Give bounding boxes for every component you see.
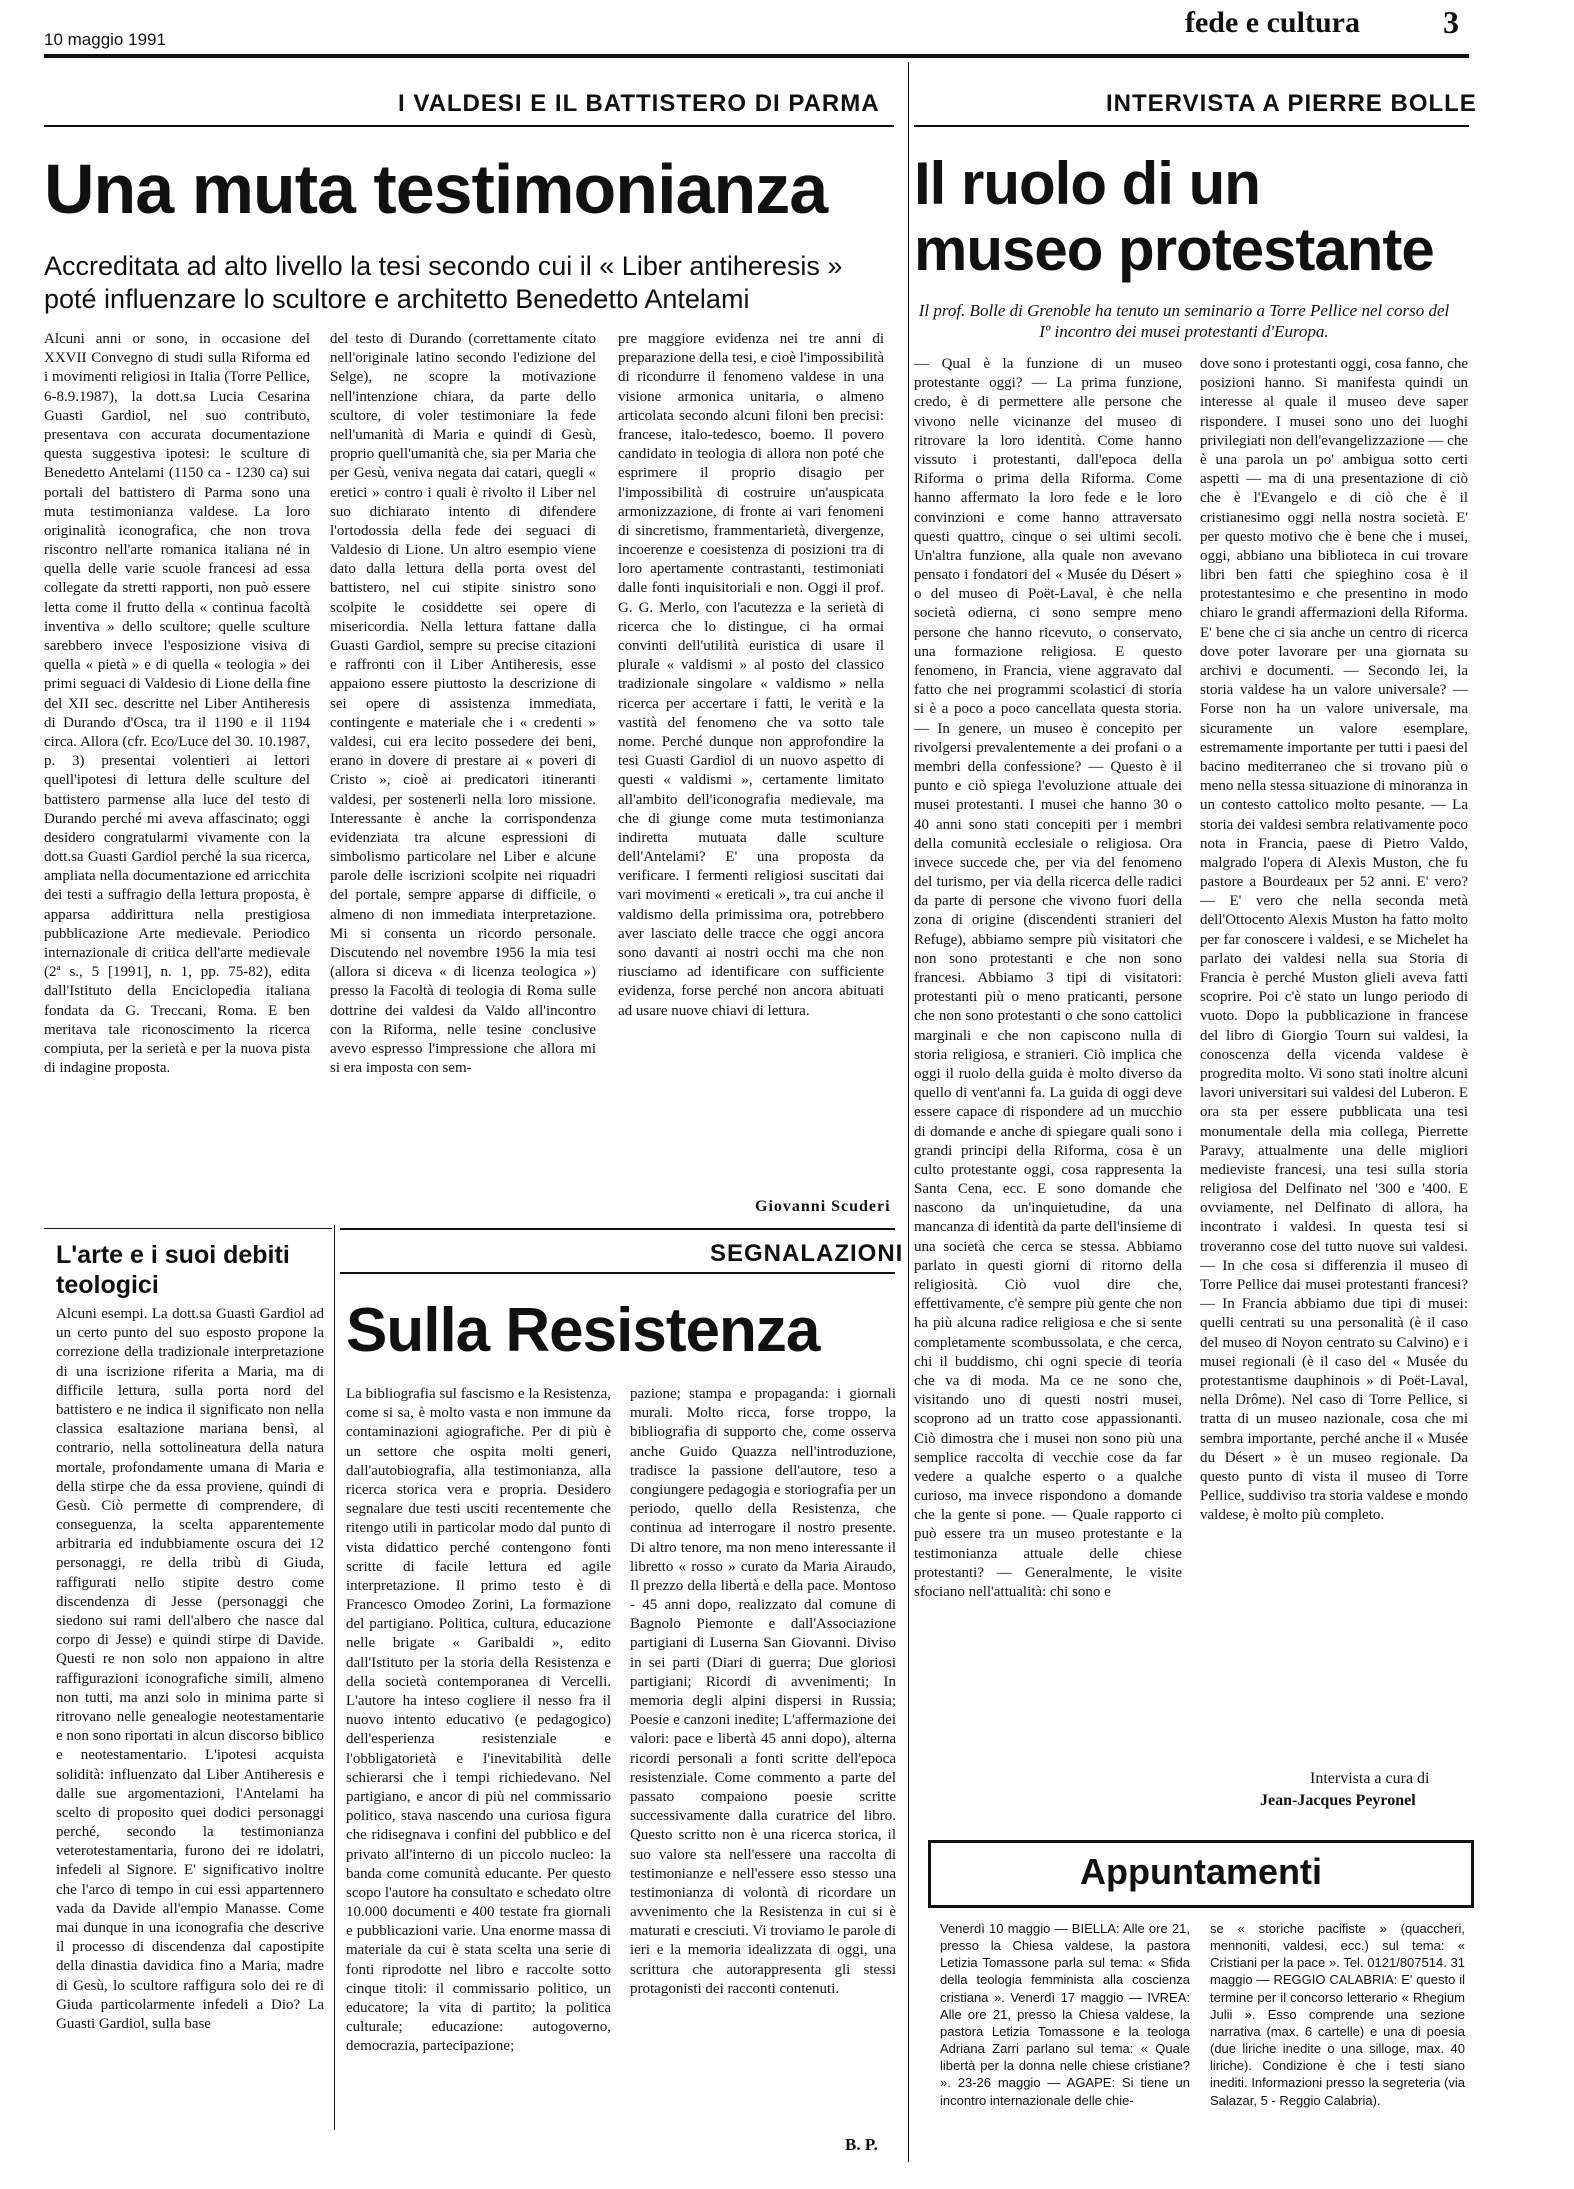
- resistenza-col1: La bibliografia sul fascismo e la Resistenza, come si sa, è molto vasta e non immune da contaminazioni agiografiche. Per di più è un settore che ospita molti generi, dall'autobiografia, alla testimonianza, alla ricerca storica vera e propria. Desidero segnalare due testi usciti recentemente che ritengo utili in particolar modo dal punto di vista didattico perché contengono fonti scritte di facile lettura ed agile interpretazione. Il primo testo è di Francesco Omodeo Zorini, La formazione del partigiano. Politica, cultura, educazione nelle brigate « Garibaldi », edito dall'Istituto per la storia della Resistenza e della società contemporanea di Vercelli. L'autore ha inteso cogliere il nesso fra il nuovo intento educativo (e pedagogico) dell'esperienza resistenziale e l'obbligatorietà e l'inevitabilità delle schierarsi che i tempi richiedevano. Nel partigiano, e ancor di più nel commissario politico, stava nascendo una curiosa figura che ridisegnava i confini del pubblico e del privato all'interno di un piccolo nucleo: la banda come comunità educante. Per questo scopo l'autore ha consultato e schedato oltre 10.000 documenti e 400 testate fra giornali e pubblicazioni varie. Una enorme massa di materiale da cui è stata scelta una serie di fonti riprodotte nel libro e raccolte sotto cinque titoli: il commissario politico, un educatore; la vita di partito; la politica culturale; educazione: autogoverno, democrazia, partecipazione;: [346, 1386, 611, 2055]
- left-box-text: Alcuni esempi. La dott.sa Guasti Gardiol ad un certo punto del suo esposto propone la correzione della tradizionale interpretazione di una iscrizione riferita a Maria, ma di difficile lettura, sulla porta nord del battistero e ne indica il significato non nella classica esaltazione mariana bensì, al contrario, nella sottolineatura della natura mortale, profondamente umana di Maria e della stirpe che da essa proviene, quindi di Gesù. Ciò permette di comprendere, di conseguenza, la scelta apparentemente arbitraria ed indubbiamente oscura dei 12 personaggi, re della tribù di Giuda, raffigurati nello stipite destro come discendenza di Jesse (personaggi che siedono sui rami dell'albero che nasce dal corpo di Jesse) e quindi stirpe di Davide. Questi re non solo non appaiono in altre raffigurazioni iconografiche simili, almeno non tutti, ma anzi solo in minima parte si ritrovano nelle genealogie neotestamentarie e non sono riportati in alcun discorso biblico e neotestamentario. L'ipotesi acquista solidità: influenzato dal Liber Antiheresis e dalle sue argomentazioni, l'Antelami ha scelto di proposito quei dodici personaggi perché, secondo la testimonianza veterotestamentaria, furono dei re idolatri, infedeli al Signore. E' significativo inoltre che l'arco di tempo in cui essi appartennero vada da Davide all'empio Manasse. Come mai dunque in una iconografia che descrive il processo di discendenza dal capostipite della dinastia davidica fino a Maria, madre di Gesù, lo scultore raffigura solo dei re di Giuda particolarmente infedeli a Dio? La Guasti Gardiol, sulla base: [56, 1306, 324, 2032]
- resistenza-col2: pazione; stampa e propaganda: i giornali murali. Molto ricca, forse troppo, la bibliografia di supporto che, come osserva anche Guido Quazza nell'introduzione, tradisce la passione dell'autore, teso a congiungere pedagogia e storiografia per un periodo, quello della Resistenza, che continua ad interrogare il nostro presente. Di altro tenore, ma non meno interessante il libretto « rosso » curato da Maria Airaudo, Il prezzo della libertà e della pace. Montoso - 45 anni dopo, realizzato dal comune di Bagnolo Piemonte e dall'Associazione partigiani di Luserna San Giovanni. Diviso in sei parti (Diari di guerra; Due gloriosi partigiani; Ricordi di avvenimenti; In memoria degli alpini dispersi in Russia; Poesie e canzoni inedite; L'affermazione dei valori: pace e libertà 45 anni dopo), alterna ricordi personali a fonti scritte dell'epoca resistenziale. Come commento a parte del passato compaiono poesie scritte successivamente dalla curatrice del libro. Questo scritto non è una ricerca storica, il suo valore sta nell'essere una raccolta di testimonianze e nell'essere esso stesso una testimonianza di volontà di ricordare un avvenimento che la Resistenza in cui si è maturati e cresciuti. Vi troviamo le parole di ieri e la memoria idealizzata di oggi, una scrittura che autorappresenta gli stessi protagonisti dei racconti contenuti.: [630, 1386, 896, 1997]
- interview-title-line2: museo protestante: [914, 216, 1434, 283]
- appuntamenti-col1: Venerdì 10 maggio — BIELLA: Alle ore 21, presso la Chiesa valdese, la pastora Letizia Tomassone parla sul tema: « Sfida della teologia femminista alla coscienza cristiana ». Venerdì 17 maggio — IVREA: Alle ore 21, presso la Chiesa valdese, la pastora Letizia Tomassone e la teologa Adriana Zarri parlano sul tema: « Quale libertà per la donna nelle chiese cristiane? ». 23-26 maggio — AGAPE: Si tiene un incontro internazionale delle chie-: [940, 1921, 1190, 2108]
- page-column-divider: [908, 62, 909, 2162]
- left-article-kicker: I VALDESI E IL BATTISTERO DI PARMA: [398, 90, 880, 117]
- left-box-divider: [334, 1225, 335, 2130]
- resistenza-kicker-rule: [340, 1272, 895, 1274]
- left-kicker-rule: [44, 125, 894, 127]
- page-date: 10 maggio 1991: [44, 30, 166, 49]
- interview-subtitle: Il prof. Bolle di Grenoble ha tenuto un seminario a Torre Pellice nel corso del Iº incontro dei musei protestanti d'Europa.: [918, 301, 1450, 342]
- interview-credit-line: Intervista a cura di: [1310, 1770, 1430, 1787]
- left-article-col1: Alcuni anni or sono, in occasione del XXVII Convegno di studi sulla Riforma ed i movimenti religiosi in Italia (Torre Pellice, 6-8.9.1987), la dott.sa Lucia Cesarina Guasti Gardiol, nel suo contributo, presentava con accurata documentazione questa suggestiva ipotesi: le sculture di Benedetto Antelami (1150 ca - 1230 ca) sui portali del battistero di Parma sono una muta testimonianza valdese. La loro originalità iconografica, che non trova riscontro nell'arte romanica italiana né in quella delle varie scuole francesi ad essa collegate da stretti rapporti, non può essere letta come il frutto della « continua facoltà inventiva » dello scultore; quelle sculture sarebbero invece l'esposizione visiva di quella « pietà » e di quella « teologia » dei primi seguaci di Valdesio di Lione della fine del XII sec. descritte nel Liber Antiheresis di Durando d'Osca, tra il 1190 e il 1194 circa. Allora (cfr. Eco/Luce del 30. 10.1987, p. 3) presentai volentieri ai lettori quell'ipotesi di lettura delle sculture del battistero parmense alla luce del testo di Durando perché mi aveva affascinato; oggi desidero congratularmi vivamente con la dott.sa Guasti Gardiol perché la sua ricerca, ampliata nella documentazione ed arricchita dei testi a suffragio della lettura proposta, è apparsa addirittura nella prestigiosa pubblicazione Arte medievale. Periodico internazionale di critica dell'arte medievale (2ª s., 5 [1991], n. 1, pp. 75-82), edita dall'Istituto della Enciclopedia italiana fondata da G. Treccani, Roma. E ben meritava tale riconoscimento la ricerca compiuta, per la serietà e per la nuova pista di indagine proposta.: [44, 331, 310, 1077]
- page-number: 3: [1443, 4, 1459, 40]
- resistenza-title: Sulla Resistenza: [346, 1296, 820, 1365]
- left-article-subtitle: Accreditata ad alto livello la tesi secondo cui il « Liber antiheresis » poté influenzare lo scultore e architetto Benedetto Antelami: [44, 251, 843, 314]
- resistenza-top-rule: [340, 1228, 895, 1230]
- left-article-title: Una muta testimonianza: [44, 150, 828, 228]
- interview-kicker-rule: [914, 125, 1469, 127]
- interview-col2: dove sono i protestanti oggi, cosa fanno, che posizioni hanno. Si manifesta quindi un interesse al quale il museo deve saper rispondere. I musei sono uno dei luoghi privilegiati non dell'evangelizzazione — che è una parola un po' ambigua sotto certi aspetti — ma di una presentazione di ciò che è l'Evangelo e di ciò che è il cristianesimo oggi nella nostra società. E' per questo motivo che è bene che i musei, oggi, abbiano una biblioteca in cui trovare libri ben fatti che spieghino cosa è il protestantesimo e che presentino in modo chiaro le grandi affermazioni della Riforma. E' bene che ci sia anche un centro di ricerca dove poter lavorare per una giornata su archivi e documenti. — Secondo lei, la storia valdese ha un valore universale? — Forse non ha un valore universale, ma sicuramente un valore esemplare, estremamente importante per tutti i paesi del bacino mediterraneo che si trovano più o meno nella stessa situazione di minoranza in un contesto cattolico molto pesante. — La storia dei valdesi sembra relativamente poco nota in Francia, paese di Pietro Valdo, malgrado l'opera di Alexis Muston, che fu pastore a Bourdeaux per 52 anni. E' vero? — E' vero che nella seconda metà dell'Ottocento Alexis Muston ha fatto molto per far conoscere i valdesi, e se Michelet ha parlato dei valdesi nella sua Storia di Francia è perché Muston glieli aveva fatti scoprire. Poi c'è stato un lungo periodo di vuoto. Dopo la pubblicazione in francese del libro di Giorgio Tourn sui valdesi, la conoscenza della vicenda valdese è progredita molto. Vi sono stati inoltre alcuni lavori universitari sui valdesi del Luberon. E ora sta per essere pubblicata una tesi monumentale della mia collega, Pierrette Paravy, attualmente una delle migliori medieviste francesi, una tesi sulla storia religiosa del Delfinato nel '300 e '400. E ovviamente, nel Delfinato di allora, ha incontrato i valdesi. In questa tesi si troveranno cose del tutto nuove sui valdesi. — In che cosa si differenzia il museo di Torre Pellice dai musei protestanti francesi? — In Francia abbiamo due tipi di musei: quelli centrati su una personalità (è il caso del museo di Noyon centrato su Calvino) e i musei regionali (è il caso del « Musée du protestantisme dauphinois » di Poët-Laval, nella Drôme). Nel caso di Torre Pellice, si tratta di un museo nazionale, cosa che mi sembra importante, perché anche il « Musée du Désert » è un museo regionale. Da questo punto di vista il museo di Torre Pellice, suddiviso tra storia valdese e mondo valdese, è molto più completo.: [1200, 356, 1468, 1524]
- interview-title-line1: Il ruolo di un: [914, 150, 1260, 217]
- left-box-rule: [44, 1228, 332, 1229]
- interview-kicker: INTERVISTA A PIERRE BOLLE: [1106, 90, 1477, 117]
- resistenza-author: B. P.: [845, 2135, 878, 2154]
- appuntamenti-box: [928, 1840, 1474, 1908]
- left-article-author: Giovanni Scuderi: [755, 1198, 891, 1215]
- left-box-title: L'arte e i suoi debiti teologici: [56, 1241, 290, 1299]
- left-article-col3: pre maggiore evidenza nei tre anni di preparazione della tesi, e cioè l'impossibilità di ricondurre il fenomeno valdese in una visione armonica unitaria, o almeno articolata secondo alcuni filoni ben precisi: francese, italo-tedesco, boemo. Il povero candidato in teologia di allora non poté che esprimere il proprio disagio per l'impossibilità di costruire un'auspicata armonizzazione, di fronte ai vari fenomeni di sincretismo, frammentarietà, divergenze, incoerenze e coesistenza di posizioni tra di loro apertamente contrastanti, testimoniati dalle fonti inquisitoriali e non. Oggi il prof. G. G. Merlo, con l'acutezza e la serietà di ricerca che lo distingue, ci ha ormai convinti dell'utilità euristica di usare il plurale « valdismi » al posto del classico tradizionale singolare « valdismo » nella ricerca per accertare i fatti, le verità e la vastità del fenomeno che va sotto tale nome. Perché dunque non approfondire la tesi Guasti Gardiol di un nuovo aspetto di questi « valdismi », certamente limitato all'ambito dell'iconografia medievale, ma che di giunge come muta testimonianza indiretta mutuata dalle sculture dell'Antelami? E' una proposta da verificare. I fermenti religiosi suscitati dai vari movimenti « ereticali », tra cui anche il valdismo della primissima ora, potrebbero aver lasciato delle tracce che oggi ancora sono davanti ai nostri occhi ma che non riusciamo ad identificare con sufficiente evidenza, forse perché non ancora abituati ad usare nuove chiavi di lettura.: [618, 331, 884, 1019]
- resistenza-kicker: SEGNALAZIONI: [710, 1240, 904, 1267]
- appuntamenti-title: Appuntamenti: [1080, 1851, 1322, 1892]
- interview-credit-name: Jean-Jacques Peyronel: [1260, 1792, 1416, 1809]
- left-article-col2: del testo di Durando (correttamente citato nell'originale latino secondo l'edizione del Selge), ne scopre la motivazione nell'intenzione chiara, da parte dello scultore, di voler testimoniare la fede nell'umanità di Maria e quindi di Gesù, proprio quell'umanità che, sia per Maria che per Gesù, veniva negata dai catari, quegli « eretici » contro i quali è rivolto il Liber nel suo dichiarato intento di difendere l'ortodossia della fede dei seguaci di Valdesio di Lione. Un altro esempio viene dato dalla lettura della porta ovest del battistero, nel cui stipite sinistro sono scolpite le cosiddette sei opere di misericordia. Nella lettura fattane dalla Guasti Gardiol, sempre su precise citazioni e raffronti con il Liber Antiheresis, esse appaiono essere piuttosto la descrizione di sei opere di assistenza immediata, contingente e materiale che i « credenti » valdesi, cui era lecito possedere dei beni, erano in dovere di prestare ai « poveri di Cristo », cioè ai predicatori itineranti valdesi, per sostenerli nella loro missione. Interessante è anche la corrispondenza evidenziata tra alcune espressioni di simbolismo particolare nel Liber e alcune parole delle iscrizioni scolpite nei riquadri del portale, sempre apparse di difficile, o almeno di non immediata interpretazione. Mi si consenta un ricordo personale. Discutendo nel novembre 1956 la mia tesi (allora si diceva « di licenza teologica ») presso la Facoltà di teologia di Roma sulle dottrine dei valdesi da Valdo all'incontro con la Riforma, nelle tesine conclusive avevo espresso l'impressione che allora mi si era imposta con sem-: [330, 331, 596, 1077]
- section-title: fede e cultura: [1185, 6, 1360, 39]
- masthead-rule: [44, 54, 1469, 58]
- appuntamenti-col2: se « storiche pacifiste » (quaccheri, mennoniti, valdesi, ecc.) sul tema: « Cristiani per la pace ». Tel. 0121/807514. 31 maggio — REGGIO CALABRIA: E' questo il termine per il concorso letterario « Rhegium Julii ». Esso comprende una sezione narrativa (max. 6 cartelle) e una di poesia (due liriche inedite o una silloge, max. 40 liriche). Condizione è che i testi siano inediti. Informazioni presso la segreteria (via Salazar, 5 - Reggio Calabria).: [1210, 1921, 1465, 2108]
- interview-col1: — Qual è la funzione di un museo protestante oggi? — La prima funzione, credo, è di permettere alle persone che vivono nelle vicinanze del museo di ritrovare la loro identità. Come hanno vissuto i protestanti, dall'epoca della Riforma o prima della Riforma. Come hanno affermato la loro fede e le loro convinzioni e come hanno attraversato questi quattro, cinque o sei ultimi secoli. Un'altra funzione, alla quale non avevano pensato i fondatori del « Musée du Désert » o del museo di Poët-Laval, è che nella società odierna, ci sono sempre meno persone che hanno ricevuto, o conservato, una formazione religiosa. E questo fenomeno, in Francia, viene aggravato dal fatto che nei programmi scolastici di storia si è a poco a poco cancellata questa storia. — In genere, un museo è concepito per rivolgersi prevalentemente a dei profani o a membri della confessione? — Questo è il punto e ciò spiega l'evoluzione attuale dei musei protestanti. I musei che hanno 30 o 40 anni sono stati concepiti per i membri della comunità ecclesiale o religiosa. Ora invece succede che, per via del fenomeno del turismo, per via della ricerca delle radici da parte di persone che vivono fuori della zona di origine (discendenti stranieri del Refuge), abbiamo sempre più visitatori che non sono protestanti e che non sono francesi. Abbiamo 3 tipi di visitatori: protestanti più o meno praticanti, persone che non sono protestanti o che sono cattolici marginali e che non capiscono nulla di storia religiosa, e stranieri. Ciò implica che oggi il ruolo della guida è molto diverso da quello di vent'anni fa. La guida di oggi deve essere capace di rispondere ad un mucchio di domande e anche di spiegare quali sono i grandi principi della Riforma, cosa è un culto protestante oggi, cosa rappresenta la Santa Cena, ecc. E sono domande che nascono da un'inquietudine, da una mancanza di identità da parte dell'insieme di una società che cerca se stessa. Abbiamo parlato in questi giorni di ritorno della religiosità. Ciò vuol dire che, effettivamente, c'è sempre più gente che non ha più alcuna radice religiosa e che si sente completamente scombussolata, e che cerca, chi il buddismo, chi ogni specie di teoria che va di moda. Ma ce ne sono che, visitando uno di questi nostri musei, scoprono ad un tratto cose appassionanti. Ciò dimostra che i musei non sono più una semplice raccolta di vecchie cose da far vedere a qualche esperto o a qualche curioso, ma invece rispondono a domande che la gente si pone. — Quale rapporto ci può essere tra un museo protestante e la testimonianza attuale delle chiese protestanti? — Generalmente, le visite sfociano nell'attualità: chi sono e: [914, 356, 1182, 1600]
